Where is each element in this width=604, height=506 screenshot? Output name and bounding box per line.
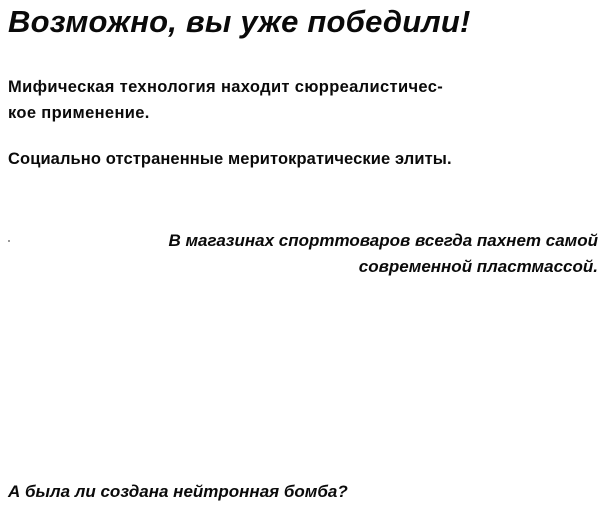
quote-line: современной пластмассой. xyxy=(358,257,598,276)
paragraph-line: Мифическая технология находит сюрреалистичес- xyxy=(8,78,444,96)
quote-sports-stores xyxy=(168,228,598,280)
paragraph-elites: Социально отстраненные меритократические элиты. xyxy=(8,150,452,168)
paragraph-mythic-technology xyxy=(8,74,443,126)
paragraph-line: кое применение. xyxy=(8,104,150,122)
page-title: Возможно, вы уже победили! xyxy=(8,4,471,39)
stray-dot-mark xyxy=(8,240,10,242)
bottom-question: А была ли создана нейтронная бомба? xyxy=(8,482,348,501)
quote-line: В магазинах спорттоваров всегда пахнет самой xyxy=(168,231,598,250)
